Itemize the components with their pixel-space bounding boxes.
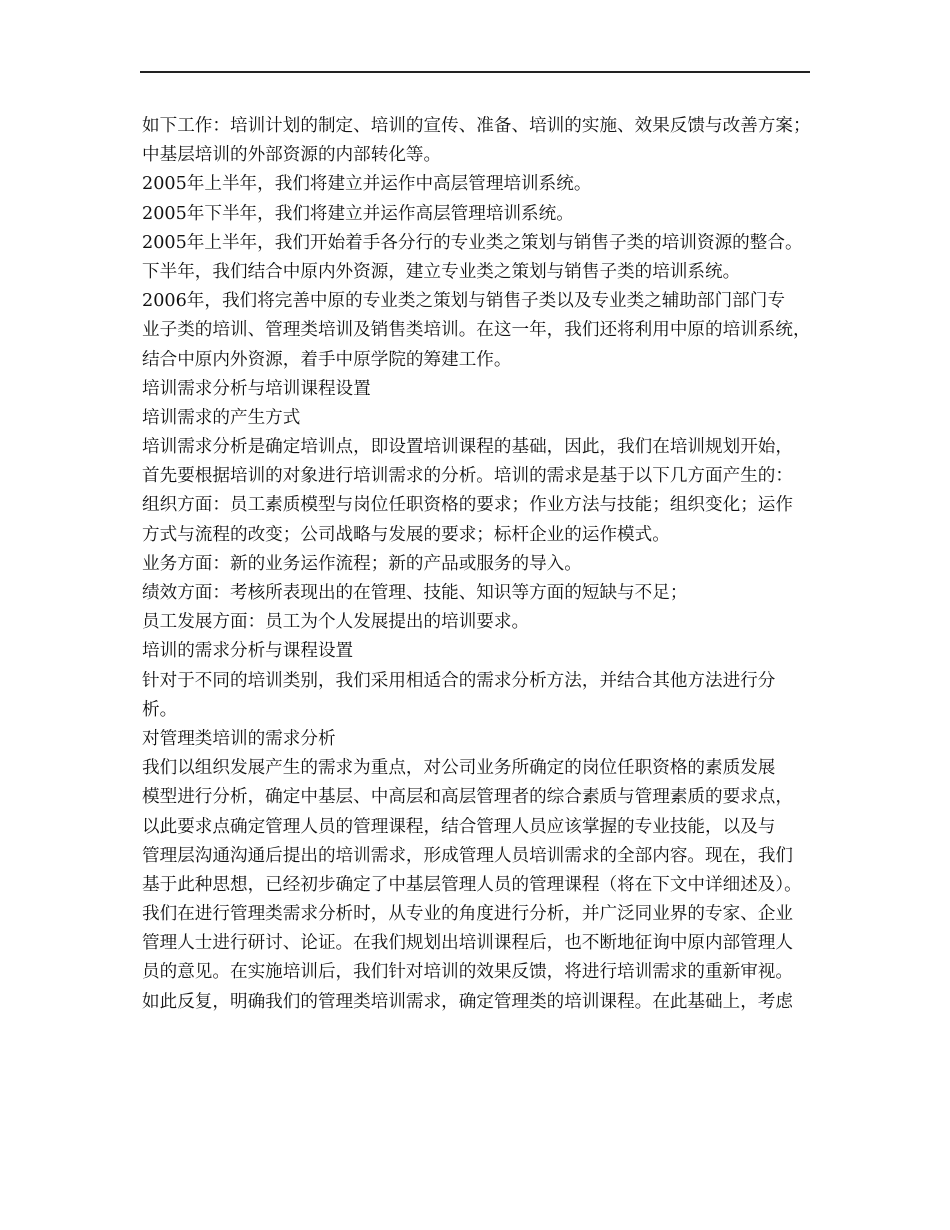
text-line: 方式与流程的改变；公司战略与发展的要求；标杆企业的运作模式。 xyxy=(142,524,670,545)
subsection-heading: 培训需求的产生方式 xyxy=(142,407,301,428)
text-line: 以此要求点确定管理人员的管理课程，结合管理人员应该掌握的专业技能，以及与 xyxy=(142,816,776,837)
text-line: 首先要根据培训的对象进行培训需求的分析。培训的需求是基于以下几方面产生的： xyxy=(142,466,793,487)
text-line: 业子类的培训、管理类培训及销售类培训。在这一年，我们还将利用中原的培训系统， xyxy=(142,320,811,341)
subsection-heading: 培训的需求分析与课程设置 xyxy=(142,641,354,662)
text-line: 如下工作：培训计划的制定、培训的宣传、准备、培训的实施、效果反馈与改善方案； xyxy=(142,116,811,136)
text-line: 绩效方面：考核所表现出的在管理、技能、知识等方面的短缺与不足； xyxy=(142,583,688,603)
text-line: 我们以组织发展产生的需求为重点，对公司业务所确定的岗位任职资格的素质发展 xyxy=(142,758,776,779)
document-body xyxy=(142,112,814,1017)
text-line: 组织方面：员工素质模型与岗位任职资格的要求；作业方法与技能；组织变化；运作 xyxy=(142,495,793,516)
text-line: 2005年上半年，我们将建立并运作中高层管理培训系统。 xyxy=(142,174,592,195)
text-line: 我们在进行管理类需求分析时，从专业的角度进行分析，并广泛同业界的专家、企业 xyxy=(142,904,793,925)
text-line: 基于此种思想，已经初步确定了中基层管理人员的管理课程（将在下文中详细述及）。 xyxy=(142,874,802,895)
subsection-heading: 对管理类培训的需求分析 xyxy=(142,728,336,749)
text-line: 如此反复，明确我们的管理类培训需求，确定管理类的培训课程。在此基础上，考虑 xyxy=(142,991,793,1012)
text-line: 业务方面：新的业务运作流程；新的产品或服务的导入。 xyxy=(142,553,582,574)
text-line: 管理层沟通沟通后提出的培训需求，形成管理人员培训需求的全部内容。现在，我们 xyxy=(142,845,793,866)
header-rule xyxy=(140,71,810,73)
text-line: 2006年，我们将完善中原的专业类之策划与销售子类以及专业类之辅助部门部门专 xyxy=(142,291,785,312)
text-line: 中基层培训的外部资源的内部转化等。 xyxy=(142,145,442,166)
text-line: 管理人士进行研讨、论证。在我们规划出培训课程后，也不断地征询中原内部管理人 xyxy=(142,933,793,954)
text-line: 2005年下半年，我们将建立并运作高层管理培训系统。 xyxy=(142,203,574,224)
text-line: 员的意见。在实施培训后，我们针对培训的效果反馈，将进行培训需求的重新审视。 xyxy=(142,962,793,983)
text-line: 模型进行分析，确定中基层、中高层和高层管理者的综合素质与管理素质的要求点， xyxy=(142,787,793,808)
text-line: 结合中原内外资源，着手中原学院的筹建工作。 xyxy=(142,349,512,370)
text-line: 析。 xyxy=(142,699,178,720)
text-line: 2005年上半年，我们开始着手各分行的专业类之策划与销售子类的培训资源的整合。 xyxy=(142,232,803,253)
section-heading: 培训需求分析与培训课程设置 xyxy=(142,378,371,399)
text-line: 下半年，我们结合中原内外资源，建立专业类之策划与销售子类的培训系统。 xyxy=(142,261,741,282)
text-line: 员工发展方面：员工为个人发展提出的培训要求。 xyxy=(142,612,530,633)
text-line: 培训需求分析是确定培训点，即设置培训课程的基础，因此，我们在培训规划开始， xyxy=(142,437,793,458)
text-line: 针对于不同的培训类别，我们采用相适合的需求分析方法，并结合其他方法进行分 xyxy=(142,670,776,691)
